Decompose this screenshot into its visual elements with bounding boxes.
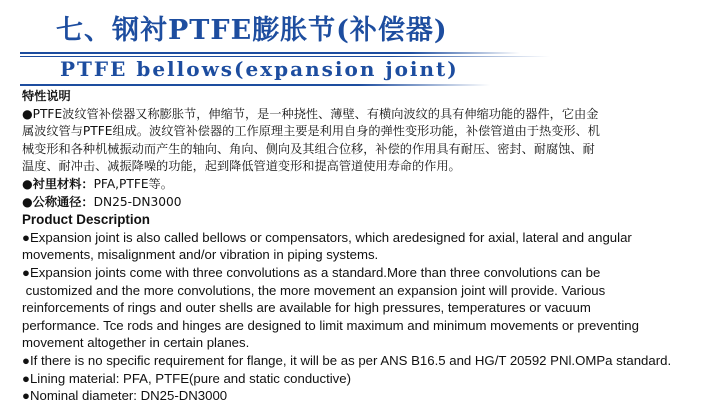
en-paragraph-line: ●Nominal diameter: DN25-DN3000 (22, 388, 228, 404)
cn-section-heading: 特性说明 (22, 89, 71, 103)
cn-nominal-label: ●公称通径： (22, 194, 94, 209)
en-paragraph-line: ●If there is no specific requirement for flange, it will be as per ANS B16.5 and HG/T 20592 PNl.OMPa standard. (22, 352, 672, 368)
en-section-heading: Product Description (22, 212, 150, 228)
cn-lining-value: PFA,PTFE等。 (93, 176, 173, 191)
cn-paragraph-line: 械变形和各种机械振动而产生的轴向、角向、侧向及其组合位移，补偿的作用具有耐压、密封、耐腐蚀、耐 (22, 141, 595, 156)
en-paragraph-line: ●Expansion joint is also called bellows or compensators, which aredesigned for axial, lateral and angular (22, 229, 632, 245)
title-english: PTFE bellows(expansion joint) (60, 57, 459, 81)
cn-paragraph-line: 属波纹管与PTFE组成。波纹管补偿器的工作原理主要是利用自身的弹性变形功能，补偿管道由于热变形、机 (22, 124, 600, 139)
description-body (22, 88, 712, 405)
cn-paragraph-line: ●PTFE波纹管补偿器又称膨胀节，伸缩节，是一种挠性、薄壁、有横向波纹的具有伸缩功能的器件，它由金 (22, 106, 599, 121)
en-paragraph-line: ●Expansion joints come with three convolutions as a standard.More than three convolutions can be (22, 264, 601, 280)
en-paragraph-line: reinforcements of rings and outer shells are available for high pressures, temperatures or vacuum (22, 300, 591, 316)
title-underline (20, 52, 520, 54)
cn-paragraph-line: 温度、耐冲击、减振降噪的功能，起到降低管道变形和提高管道使用寿命的作用。 (22, 159, 461, 174)
cn-lining-label: ●衬里材料： (22, 176, 94, 191)
en-paragraph-line: customized and the more convolutions, the more movement an expansion joint will provide. Various (22, 282, 606, 298)
cn-nominal-diameter (22, 194, 712, 212)
cn-nominal-value: DN25-DN3000 (93, 194, 182, 209)
cn-lining-material (22, 176, 712, 194)
en-paragraph-line: ●Lining material: PFA, PTFE(pure and static conductive) (22, 370, 352, 386)
title-chinese: 七、钢衬PTFE膨胀节(补偿器) (56, 15, 448, 46)
en-paragraph-line: movement altogether in certain planes. (22, 335, 250, 351)
en-paragraph-line: movements, misalignment and/or vibration in piping systems. (22, 247, 379, 263)
en-paragraph-line: performance. Tce rods and hinges are designed to limit maximum and minimum movements or preventing (22, 317, 639, 333)
subtitle-underline (20, 84, 490, 86)
